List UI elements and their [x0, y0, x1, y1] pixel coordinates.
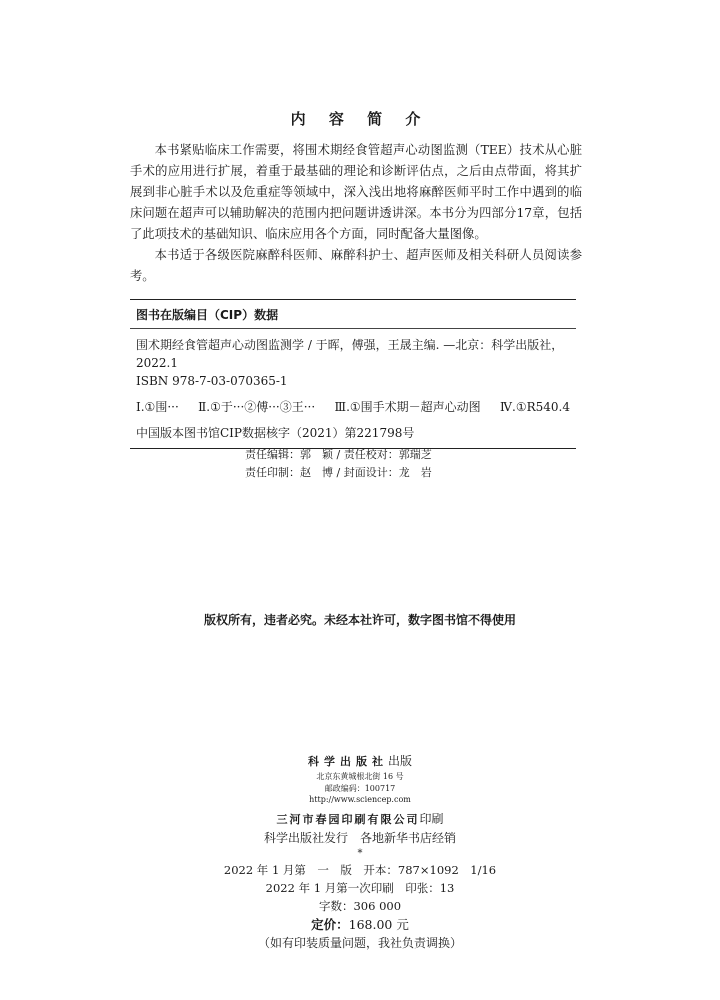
- publisher-address: 北京东黄城根北街 16 号: [316, 772, 404, 781]
- publisher-name: 科学出版社: [307, 755, 388, 768]
- price-line: [0, 915, 720, 934]
- price-value: 168.00 元: [348, 916, 409, 932]
- summary-section: [130, 140, 582, 287]
- editor-credits: [245, 446, 432, 482]
- cip-body: [130, 329, 576, 442]
- distribution-line: 科学出版社发行 各地新华书店经销: [263, 830, 456, 845]
- cip-isbn: ISBN 978-7-03-070365-1: [136, 374, 288, 388]
- word-count: 字数：306 000: [318, 898, 402, 913]
- printer-line: [0, 810, 720, 829]
- colophon: [0, 752, 720, 952]
- cip-block: [130, 299, 576, 449]
- edition-line: 2022 年 1 月第 一 版 开本：787×1092 1/16: [223, 862, 497, 877]
- cip-number: 中国版本图书馆CIP数据核字（2021）第221798号: [136, 426, 415, 440]
- separator-star: *: [357, 847, 363, 859]
- publisher-website: http://www.sciencep.com: [309, 795, 411, 804]
- printer-name: 三河市春园印刷有限公司: [276, 812, 420, 826]
- cip-catalog-line: 2022.1: [136, 356, 178, 370]
- printing-line: 2022 年 1 月第一次印刷 印张：13: [265, 880, 455, 895]
- cip-class-item: Ⅱ.①于···②傅···③王···: [198, 400, 316, 414]
- summary-paragraph: 本书适于各级医院麻醉科医师、麻醉科护士、超声医师及相关科研人员阅读参考。: [130, 248, 582, 283]
- rights-notice: 版权所有，违者必究。未经本社许可，数字图书馆不得使用: [203, 613, 516, 627]
- cip-catalog-line: 围术期经食管超声心动图监测学 / 于晖，傅强，王晟主编. —北京：科学出版社，: [136, 338, 564, 352]
- cip-class-item: Ⅰ.①围···: [136, 400, 179, 414]
- cip-class-item: Ⅲ.①围手术期－超声心动图: [334, 400, 481, 414]
- cip-class-item: Ⅳ.①R540.4: [500, 400, 570, 414]
- price-label: 定价：: [311, 916, 349, 932]
- summary-paragraph: 本书紧贴临床工作需要，将围术期经食管超声心动图监测（TEE）技术从心脏手术的应用进行扩展，着重于最基础的理论和诊断评估点，之后由点带面，将其扩展到非心脏手术以及危重症等领域中，深入浅出地将麻醉医师平时工作中遇到的临床问题在超声可以辅助解决的范围内把问题讲透讲深。本书分为四部分17章，包括了此项技术的基础知识、临床应用各个方面，同时配备大量图像。: [130, 143, 582, 241]
- editor-credit-line: 责任印制：赵 博 / 封面设计：龙 岩: [245, 466, 432, 479]
- cip-header: 图书在版编目（CIP）数据: [136, 308, 279, 322]
- publisher-suffix: 出版: [387, 754, 412, 768]
- editor-credit-line: 责任编辑：郭 颖 / 责任校对：郭瑞芝: [245, 448, 432, 461]
- quality-note: （如有印装质量问题，我社负责调换）: [257, 935, 462, 950]
- page-title: 内 容 简 介: [290, 110, 430, 128]
- publisher-postcode: 邮政编码：100717: [324, 783, 396, 793]
- cip-classification: [136, 398, 570, 416]
- printer-suffix: 印刷: [419, 811, 444, 826]
- publisher-line: [0, 752, 720, 771]
